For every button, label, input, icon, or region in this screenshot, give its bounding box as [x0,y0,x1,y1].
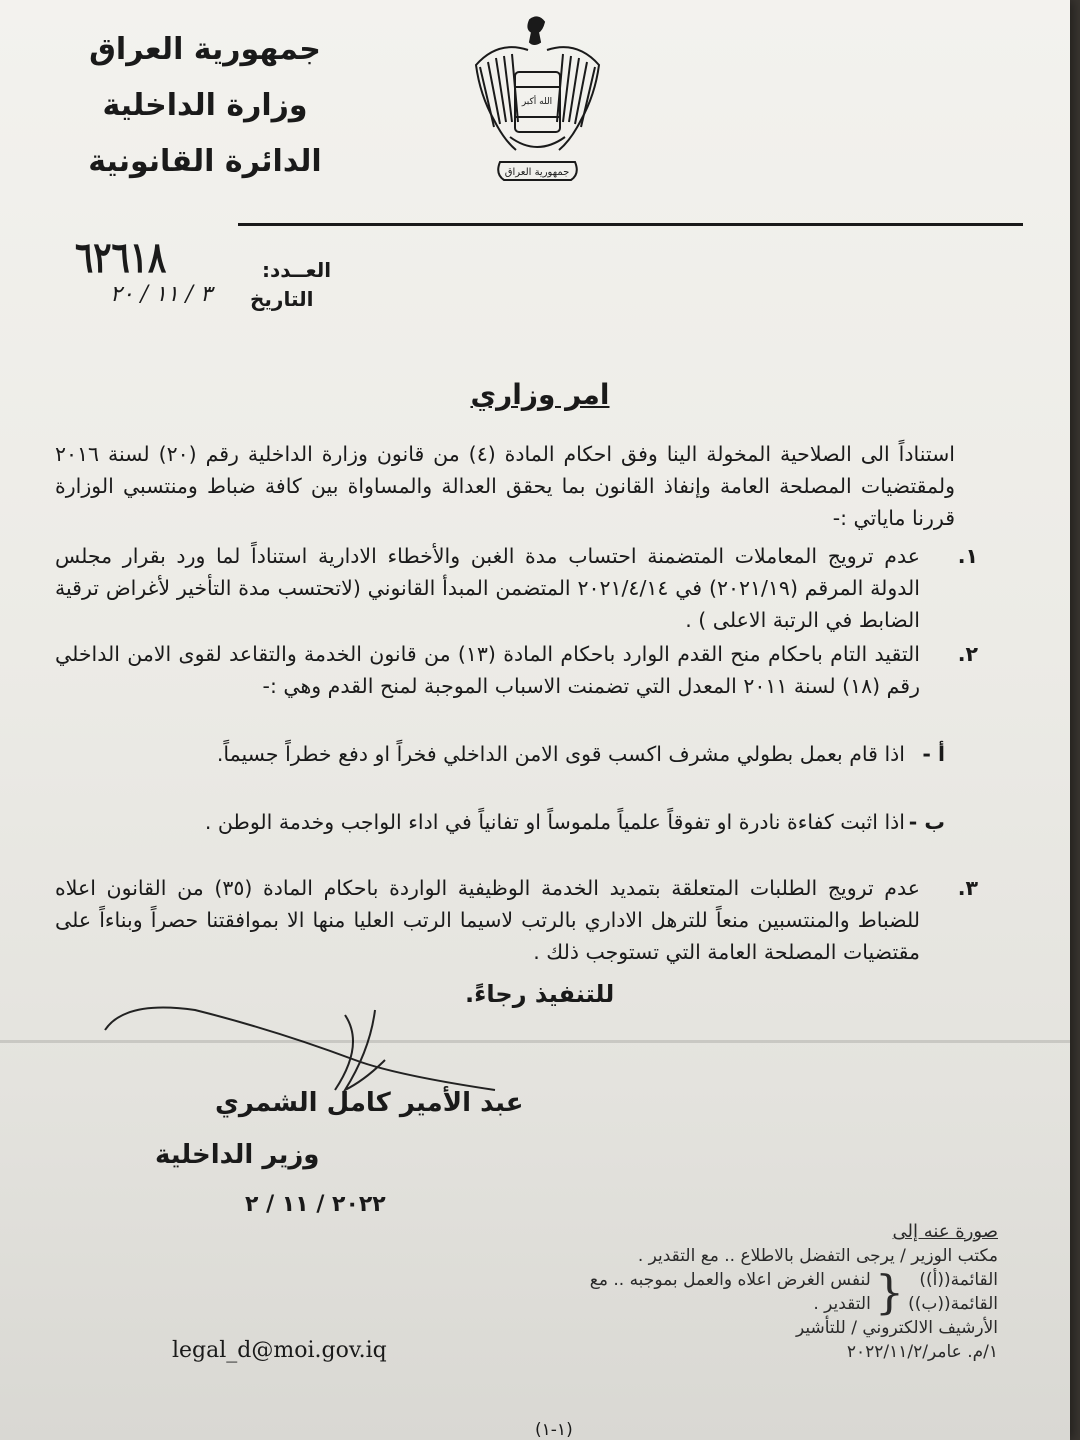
signature-date: ٢٠٢٢ / ١١ / ٢ [245,1192,386,1217]
letterhead [75,22,335,190]
signatory-title: وزير الداخلية [155,1140,320,1170]
reference-number-label: العــدد: [262,258,332,282]
reference-number: ٦٢٦١٨ [75,233,167,283]
document-title: امر وزاري [470,378,610,411]
order-item-3 [55,872,978,968]
closing-line: للتنفيذ رجاءً. [465,980,615,1008]
brace-icon: { [874,1265,905,1319]
order-item-number: ٢. [957,642,978,666]
reference-date-label: التاريخ [250,287,314,311]
distribution-line: مكتب الوزير / يرجى التفضل بالاطلاع .. مع التقدير . [637,1246,998,1266]
order-subitem-a [55,738,945,770]
letterhead-department: الدائرة القانونية [88,144,322,179]
order-item-number: ٣. [957,876,978,900]
iraq-eagle-emblem-icon [470,12,605,192]
distribution-recipient-a: القائمة((أ)) [919,1270,998,1290]
emblem-ribbon-text: جمهورية العراق [504,167,570,178]
order-subitem-text: اذا اثبت كفاءة نادرة او تفوقاً علمياً ملموساً او تفانياً في اداء الواجب وخدمة الوطن . [204,810,905,834]
order-item-1 [55,540,978,636]
order-subitem-text: اذا قام بعمل بطولي مشرف اكسب قوى الامن الداخلي فخراً او دفع خطراً جسيماً. [216,742,905,766]
department-email: legal_d@moi.gov.iq [172,1338,387,1363]
reference-date: ٣ / ١١ / ٢٠ [110,282,212,307]
header-divider [238,223,1023,226]
distribution-recipient-b: القائمة((ب)) [908,1294,998,1314]
order-subitem-letter: أ - [922,742,945,766]
paper-fold [0,1040,1070,1043]
order-item-2 [55,638,978,702]
distribution-archive: الأرشيف الالكتروني / للتأشير [795,1318,998,1338]
distribution-list [538,1220,998,1364]
order-item-number: ١. [957,544,978,568]
signatory-name: عبد الأمير كامل الشمري [215,1088,524,1118]
order-item-text: التقيد التام باحكام منح القدم الوارد باحكام المادة (١٣) من قانون الخدمة والتقاعد لقوى الامن الداخلي رقم (١٨) لسنة ٢٠١١ المعدل التي تضمنت الاسباب الموجبة لمنح القدم وهي :- [55,642,920,698]
order-subitem-b [55,806,945,838]
order-item-text: عدم ترويج الطلبات المتعلقة بتمديد الخدمة الوظيفية الواردة باحكام المادة (٣٥) من القانون اعلاه للضباط والمنتسبين منعاً للترهل الاداري بالرتب لاسيما الرتب العليا منها الا بموافقتنا حصراً وبناءاً على مقتضيات المصلحة العامة التي تستوجب ذلك . [55,876,920,964]
preamble-paragraph: استناداً الى الصلاحية المخولة الينا وفق احكام المادة (٤) من قانون وزارة الداخلية رقم (٢٠) لسنة ٢٠١٦ ولمقتضيات المصلحة العامة وإنفاذ القانون بما يحقق العدالة والمساواة بين كافة ضباط ومنتسبي الوزارة قررنا ماياتي :- [55,442,955,530]
distribution-footer-ref: ١/م. عامر/٢٠٢٢/١١/٢ [846,1342,998,1362]
handwritten-signature [95,990,515,1100]
distribution-lists-group [538,1265,998,1319]
order-subitem-letter: ب - [908,810,945,834]
emblem-inscription: الله أكبر [521,97,553,107]
letterhead-ministry: وزارة الداخلية [102,88,308,123]
letterhead-country: جمهورية العراق [89,32,321,67]
distribution-heading: صورة عنه إلى [892,1221,998,1242]
order-item-text: عدم ترويج المعاملات المتضمنة احتساب مدة الغبن والأخطاء الادارية استناداً لما ورد بقرار مجلس الدولة المرقم (٢٠٢١/١٩) في ٢٠٢١/٤/١٤ المتضمن المبدأ القانوني (لاتحتسب مدة التأخير لأغراض ترقية الضابط في الرتبة الاعلى ) . [55,544,921,632]
page-number: (١-١) [535,1420,573,1440]
distribution-group-note: لنفس الغرض اعلاه والعمل بموجبه .. مع التقدير . [589,1270,871,1314]
